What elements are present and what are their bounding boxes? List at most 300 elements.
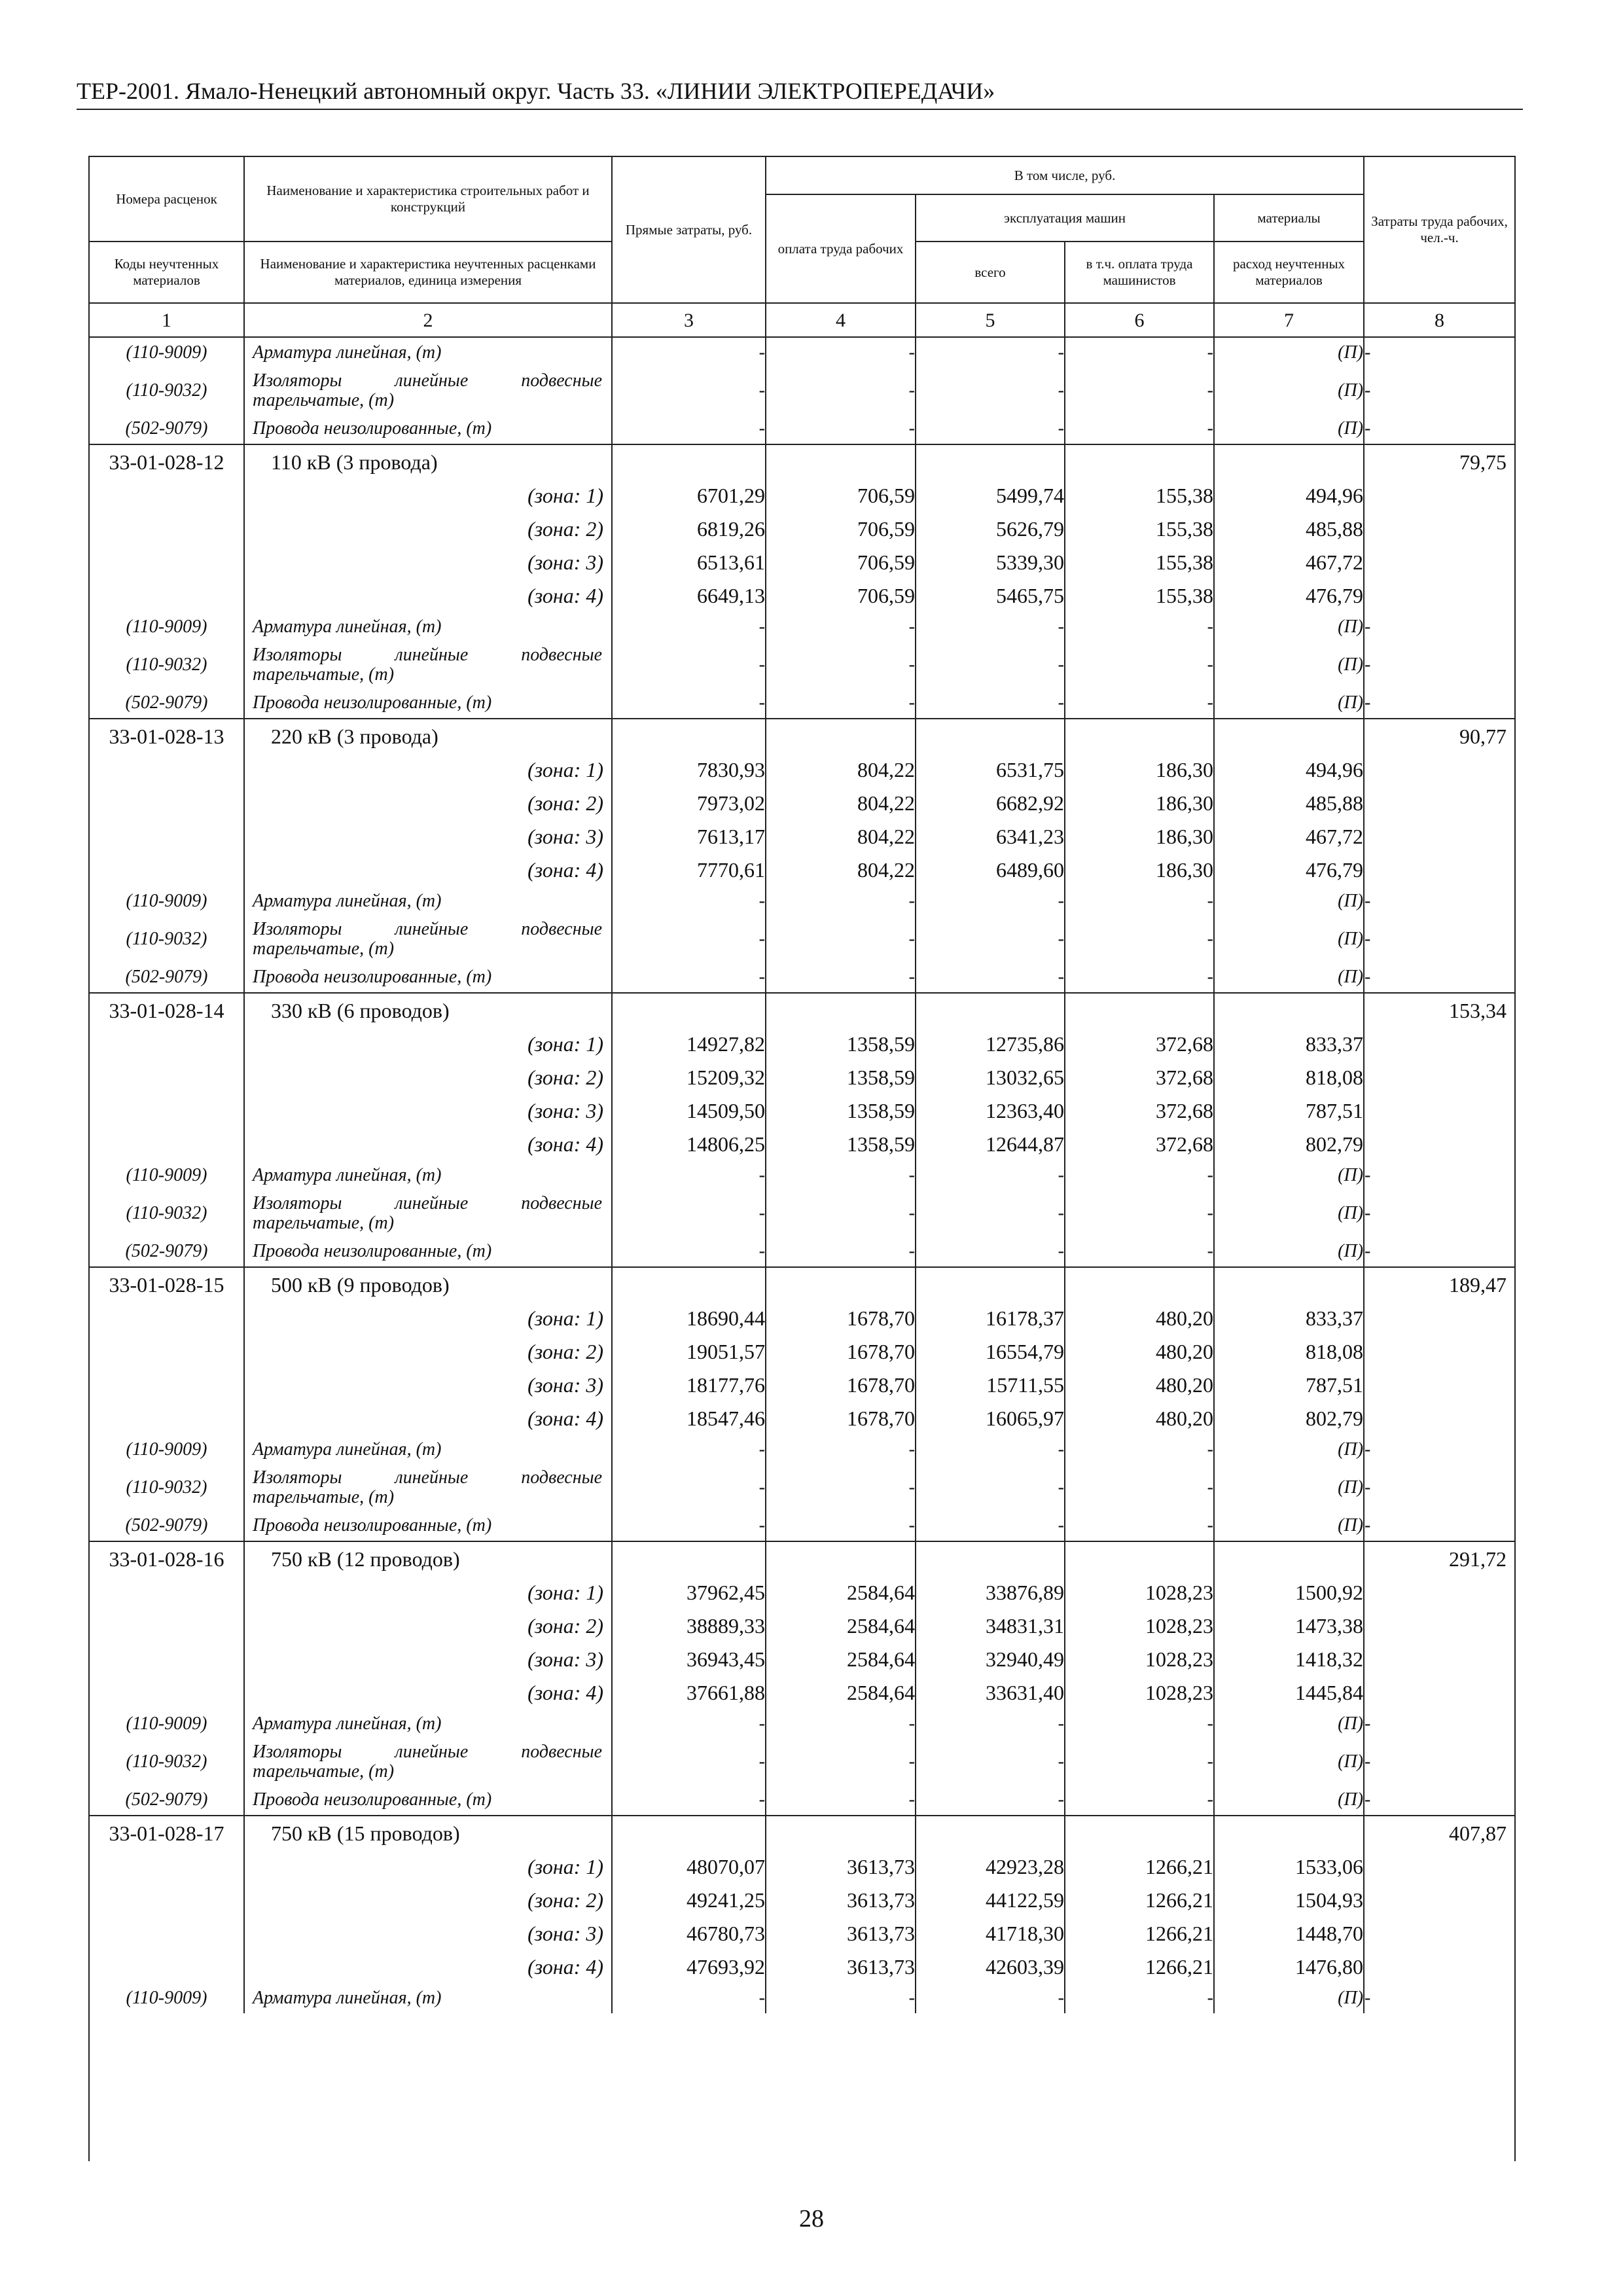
worker-pay-cell: 1678,70 xyxy=(766,1401,916,1435)
worker-pay-cell: 804,22 xyxy=(766,853,916,886)
labor-cost-cell: 90,77 xyxy=(1364,719,1514,753)
zone-row xyxy=(90,753,1514,786)
machinist-pay-cell: - xyxy=(1065,1236,1214,1267)
material-code: (502-9079) xyxy=(90,1236,244,1267)
material-usage-cell: (П) xyxy=(1214,1785,1364,1816)
empty-cell xyxy=(90,1850,244,1883)
header-worker-pay: оплата труда рабочих xyxy=(766,194,916,303)
zone-label: (зона: 4) xyxy=(244,579,612,612)
material-usage-cell: (П) xyxy=(1214,1739,1364,1785)
rate-name: 500 кВ (9 проводов) xyxy=(244,1267,612,1301)
empty-cell xyxy=(90,1609,244,1642)
material-usage-cell: (П) xyxy=(1214,962,1364,993)
empty-cell xyxy=(90,853,244,886)
machines-total-cell: 42603,39 xyxy=(916,1950,1065,1983)
empty-cell xyxy=(90,1401,244,1435)
zone-label: (зона: 1) xyxy=(244,1027,612,1060)
labor-cost-cell: - xyxy=(1364,418,1371,439)
material-row xyxy=(90,1511,1514,1541)
zone-row xyxy=(90,1127,1514,1160)
labor-cost-cell: 291,72 xyxy=(1364,1541,1514,1575)
materials-cost-cell: 494,96 xyxy=(1214,753,1364,786)
empty-cell xyxy=(90,1916,244,1950)
material-usage-cell: (П) xyxy=(1214,1983,1364,2013)
labor-cost-cell: - xyxy=(1364,617,1371,637)
machines-total-cell: - xyxy=(916,1785,1065,1816)
header-direct-costs: Прямые затраты, руб. xyxy=(612,157,766,303)
labor-cost-cell: - xyxy=(1364,1515,1371,1535)
empty-cell xyxy=(612,993,766,1027)
material-usage-cell: (П) xyxy=(1214,1236,1364,1267)
header-machines-total: всего xyxy=(916,242,1065,303)
zone-row xyxy=(90,1950,1514,1983)
empty-cell xyxy=(90,512,244,545)
rate-code: 33-01-028-12 xyxy=(90,444,244,478)
labor-cost-cell: - xyxy=(1364,1751,1371,1772)
rates-table xyxy=(90,157,1514,2013)
rate-item-row xyxy=(90,1816,1514,1850)
direct-cost-cell: 15209,32 xyxy=(612,1060,766,1094)
machinist-pay-cell: - xyxy=(1065,688,1214,719)
labor-cost-cell: - xyxy=(1364,1203,1371,1223)
labor-cost-cell: - xyxy=(1364,1439,1371,1460)
table-body xyxy=(90,337,1514,2013)
machines-total-cell: - xyxy=(916,886,1065,916)
labor-cost-cell: - xyxy=(1364,1477,1371,1498)
material-usage-cell: (П) xyxy=(1214,1465,1364,1511)
machinist-pay-cell: 155,38 xyxy=(1065,545,1214,579)
machines-total-cell: - xyxy=(916,1435,1065,1465)
material-usage-cell: (П) xyxy=(1214,642,1364,688)
empty-cell xyxy=(1364,1916,1514,1950)
empty-cell xyxy=(1364,819,1514,853)
header-material-codes: Коды неучтенных материалов xyxy=(90,242,244,303)
worker-pay-cell: 706,59 xyxy=(766,579,916,612)
machinist-pay-cell: 1266,21 xyxy=(1065,1950,1214,1983)
material-row xyxy=(90,1191,1514,1236)
rate-item-row xyxy=(90,1267,1514,1301)
empty-cell xyxy=(1065,1816,1214,1850)
material-code: (110-9032) xyxy=(90,642,244,688)
direct-cost-cell: 14509,50 xyxy=(612,1094,766,1127)
zone-row xyxy=(90,1883,1514,1916)
material-code: (110-9009) xyxy=(90,886,244,916)
empty-cell xyxy=(1214,444,1364,478)
machines-total-cell: 5465,75 xyxy=(916,579,1065,612)
material-usage-cell: (П) xyxy=(1214,1435,1364,1465)
machines-total-cell: 34831,31 xyxy=(916,1609,1065,1642)
empty-cell xyxy=(766,1541,916,1575)
material-name: Арматура линейная, (т) xyxy=(244,612,612,642)
materials-cost-cell: 802,79 xyxy=(1214,1401,1364,1435)
zone-label: (зона: 2) xyxy=(244,512,612,545)
machines-total-cell: 6489,60 xyxy=(916,853,1065,886)
page-number: 28 xyxy=(799,2205,824,2233)
machines-total-cell: 42923,28 xyxy=(916,1850,1065,1883)
labor-cost-cell: - xyxy=(1364,655,1371,675)
zone-label: (зона: 2) xyxy=(244,786,612,819)
machinist-pay-cell: - xyxy=(1065,1785,1214,1816)
empty-cell xyxy=(1214,1541,1364,1575)
empty-cell xyxy=(1364,786,1514,819)
material-row xyxy=(90,612,1514,642)
labor-cost-cell: 79,75 xyxy=(1364,444,1514,478)
material-row xyxy=(90,1435,1514,1465)
worker-pay-cell: - xyxy=(766,642,916,688)
empty-cell xyxy=(916,1541,1065,1575)
worker-pay-cell: 1358,59 xyxy=(766,1027,916,1060)
empty-cell xyxy=(90,1027,244,1060)
machines-total-cell: - xyxy=(916,688,1065,719)
empty-cell xyxy=(1364,1676,1514,1709)
material-name: Провода неизолированные, (т) xyxy=(244,1511,612,1541)
machinist-pay-cell: - xyxy=(1065,642,1214,688)
machinist-pay-cell: 372,68 xyxy=(1065,1094,1214,1127)
material-usage-cell: (П) xyxy=(1214,1160,1364,1191)
labor-cost-cell: - xyxy=(1364,967,1371,987)
material-code: (502-9079) xyxy=(90,688,244,719)
empty-cell xyxy=(1364,1609,1514,1642)
worker-pay-cell: - xyxy=(766,1465,916,1511)
machinist-pay-cell: - xyxy=(1065,612,1214,642)
material-row xyxy=(90,1465,1514,1511)
direct-cost-cell: - xyxy=(612,1160,766,1191)
machines-total-cell: - xyxy=(916,1983,1065,2013)
empty-cell xyxy=(916,993,1065,1027)
direct-cost-cell: - xyxy=(612,916,766,962)
header-materials: материалы xyxy=(1214,194,1364,242)
material-code: (110-9032) xyxy=(90,916,244,962)
table-header xyxy=(90,157,1514,337)
machinist-pay-cell: - xyxy=(1065,414,1214,444)
header-including: В том числе, руб. xyxy=(766,157,1364,194)
machinist-pay-cell: - xyxy=(1065,1465,1214,1511)
machinist-pay-cell: 155,38 xyxy=(1065,478,1214,512)
material-usage-cell: (П) xyxy=(1214,368,1364,414)
materials-cost-cell: 1445,84 xyxy=(1214,1676,1364,1709)
direct-cost-cell: 6819,26 xyxy=(612,512,766,545)
empty-cell xyxy=(1364,478,1514,512)
machines-total-cell: - xyxy=(916,414,1065,444)
zone-label: (зона: 2) xyxy=(244,1883,612,1916)
direct-cost-cell: - xyxy=(612,1511,766,1541)
direct-cost-cell: 7613,17 xyxy=(612,819,766,853)
header-machinist-pay: в т.ч. оплата труда машинистов xyxy=(1065,242,1214,303)
machinist-pay-cell: 186,30 xyxy=(1065,853,1214,886)
empty-cell xyxy=(90,1642,244,1676)
machines-total-cell: - xyxy=(916,962,1065,993)
direct-cost-cell: - xyxy=(612,1785,766,1816)
worker-pay-cell: - xyxy=(766,368,916,414)
material-row xyxy=(90,1785,1514,1816)
zone-label: (зона: 4) xyxy=(244,1950,612,1983)
empty-cell xyxy=(1364,853,1514,886)
empty-cell xyxy=(1364,1850,1514,1883)
worker-pay-cell: - xyxy=(766,1236,916,1267)
worker-pay-cell: - xyxy=(766,688,916,719)
empty-cell xyxy=(916,1267,1065,1301)
material-usage-cell: (П) xyxy=(1214,1511,1364,1541)
material-code: (110-9009) xyxy=(90,1160,244,1191)
worker-pay-cell: - xyxy=(766,337,916,368)
worker-pay-cell: - xyxy=(766,1983,916,2013)
direct-cost-cell: - xyxy=(612,1983,766,2013)
direct-cost-cell: - xyxy=(612,1465,766,1511)
machinist-pay-cell: - xyxy=(1065,337,1214,368)
materials-cost-cell: 467,72 xyxy=(1214,819,1364,853)
rate-code: 33-01-028-13 xyxy=(90,719,244,753)
header-rate-numbers: Номера расценок xyxy=(90,157,244,242)
machinist-pay-cell: - xyxy=(1065,1160,1214,1191)
machines-total-cell: - xyxy=(916,916,1065,962)
labor-cost-cell: 407,87 xyxy=(1364,1816,1514,1850)
direct-cost-cell: - xyxy=(612,1435,766,1465)
empty-cell xyxy=(1364,1401,1514,1435)
material-row xyxy=(90,688,1514,719)
empty-cell xyxy=(612,444,766,478)
zone-label: (зона: 1) xyxy=(244,753,612,786)
empty-cell xyxy=(1364,512,1514,545)
machines-total-cell: - xyxy=(916,1465,1065,1511)
direct-cost-cell: - xyxy=(612,962,766,993)
machines-total-cell: 12363,40 xyxy=(916,1094,1065,1127)
column-number: 4 xyxy=(766,303,916,337)
empty-cell xyxy=(1364,1368,1514,1401)
machinist-pay-cell: - xyxy=(1065,368,1214,414)
material-name: Изоляторы линейные подвесные тарельчатые, (т) xyxy=(244,916,612,962)
machinist-pay-cell: 1028,23 xyxy=(1065,1642,1214,1676)
materials-cost-cell: 1448,70 xyxy=(1214,1916,1364,1950)
labor-cost-cell: - xyxy=(1364,1713,1371,1734)
column-number: 6 xyxy=(1065,303,1214,337)
empty-cell xyxy=(90,478,244,512)
column-number: 3 xyxy=(612,303,766,337)
empty-cell xyxy=(90,1301,244,1335)
material-name: Арматура линейная, (т) xyxy=(244,1709,612,1739)
machines-total-cell: 15711,55 xyxy=(916,1368,1065,1401)
worker-pay-cell: 1678,70 xyxy=(766,1368,916,1401)
materials-cost-cell: 476,79 xyxy=(1214,853,1364,886)
material-name: Арматура линейная, (т) xyxy=(244,1160,612,1191)
rate-item-row xyxy=(90,719,1514,753)
materials-cost-cell: 833,37 xyxy=(1214,1027,1364,1060)
document-title: ТЕР-2001. Ямало-Ненецкий автономный округ. Часть 33. «ЛИНИИ ЭЛЕКТРОПЕРЕДАЧИ» xyxy=(77,78,995,104)
worker-pay-cell: - xyxy=(766,414,916,444)
machines-total-cell: - xyxy=(916,1191,1065,1236)
worker-pay-cell: 706,59 xyxy=(766,478,916,512)
machines-total-cell: - xyxy=(916,1511,1065,1541)
material-name: Арматура линейная, (т) xyxy=(244,1435,612,1465)
zone-row xyxy=(90,786,1514,819)
rate-name: 220 кВ (3 провода) xyxy=(244,719,612,753)
materials-cost-cell: 818,08 xyxy=(1214,1335,1364,1368)
empty-cell xyxy=(766,1267,916,1301)
machinist-pay-cell: 155,38 xyxy=(1065,579,1214,612)
material-name: Провода неизолированные, (т) xyxy=(244,1785,612,1816)
machines-total-cell: 16554,79 xyxy=(916,1335,1065,1368)
material-name: Провода неизолированные, (т) xyxy=(244,1236,612,1267)
machinist-pay-cell: - xyxy=(1065,1739,1214,1785)
zone-row xyxy=(90,512,1514,545)
machinist-pay-cell: - xyxy=(1065,916,1214,962)
labor-cost-cell: - xyxy=(1364,342,1371,363)
machinist-pay-cell: 1028,23 xyxy=(1065,1575,1214,1609)
worker-pay-cell: - xyxy=(766,1511,916,1541)
direct-cost-cell: 14927,82 xyxy=(612,1027,766,1060)
rates-table-container xyxy=(88,156,1516,2161)
machines-total-cell: - xyxy=(916,1739,1065,1785)
direct-cost-cell: 6513,61 xyxy=(612,545,766,579)
zone-row xyxy=(90,1575,1514,1609)
direct-cost-cell: - xyxy=(612,414,766,444)
material-name: Изоляторы линейные подвесные тарельчатые, (т) xyxy=(244,368,612,414)
empty-cell xyxy=(90,786,244,819)
zone-row xyxy=(90,1676,1514,1709)
empty-cell xyxy=(90,1368,244,1401)
worker-pay-cell: - xyxy=(766,1160,916,1191)
machinist-pay-cell: - xyxy=(1065,886,1214,916)
rate-name: 110 кВ (3 провода) xyxy=(244,444,612,478)
empty-cell xyxy=(1364,1027,1514,1060)
machinist-pay-cell: - xyxy=(1065,1983,1214,2013)
labor-cost-cell: 153,34 xyxy=(1364,993,1514,1027)
zone-row xyxy=(90,1916,1514,1950)
direct-cost-cell: - xyxy=(612,642,766,688)
zone-label: (зона: 4) xyxy=(244,1401,612,1435)
direct-cost-cell: 6649,13 xyxy=(612,579,766,612)
zone-row xyxy=(90,1094,1514,1127)
machinist-pay-cell: 155,38 xyxy=(1065,512,1214,545)
worker-pay-cell: - xyxy=(766,612,916,642)
machines-total-cell: 13032,65 xyxy=(916,1060,1065,1094)
material-code: (110-9009) xyxy=(90,1435,244,1465)
worker-pay-cell: 706,59 xyxy=(766,545,916,579)
machines-total-cell: 12644,87 xyxy=(916,1127,1065,1160)
material-row xyxy=(90,414,1514,444)
direct-cost-cell: 19051,57 xyxy=(612,1335,766,1368)
zone-row xyxy=(90,1335,1514,1368)
material-row xyxy=(90,1160,1514,1191)
zone-row xyxy=(90,579,1514,612)
machines-total-cell: 5339,30 xyxy=(916,545,1065,579)
empty-cell xyxy=(1364,579,1514,612)
empty-cell xyxy=(916,719,1065,753)
material-code: (110-9009) xyxy=(90,1709,244,1739)
zone-row xyxy=(90,1401,1514,1435)
zone-label: (зона: 1) xyxy=(244,1575,612,1609)
machines-total-cell: 5626,79 xyxy=(916,512,1065,545)
rate-item-row xyxy=(90,1541,1514,1575)
empty-cell xyxy=(612,1541,766,1575)
material-code: (110-9032) xyxy=(90,368,244,414)
material-usage-cell: (П) xyxy=(1214,886,1364,916)
material-code: (110-9009) xyxy=(90,337,244,368)
machinist-pay-cell: 1028,23 xyxy=(1065,1609,1214,1642)
worker-pay-cell: - xyxy=(766,1739,916,1785)
zone-label: (зона: 3) xyxy=(244,1916,612,1950)
worker-pay-cell: 3613,73 xyxy=(766,1883,916,1916)
empty-cell xyxy=(1214,1267,1364,1301)
material-usage-cell: (П) xyxy=(1214,916,1364,962)
machines-total-cell: - xyxy=(916,642,1065,688)
direct-cost-cell: 6701,29 xyxy=(612,478,766,512)
machinist-pay-cell: 372,68 xyxy=(1065,1060,1214,1094)
material-name: Арматура линейная, (т) xyxy=(244,1983,612,2013)
machinist-pay-cell: 480,20 xyxy=(1065,1301,1214,1335)
direct-cost-cell: 46780,73 xyxy=(612,1916,766,1950)
zone-label: (зона: 2) xyxy=(244,1609,612,1642)
empty-cell xyxy=(612,1816,766,1850)
machines-total-cell: 44122,59 xyxy=(916,1883,1065,1916)
machinist-pay-cell: - xyxy=(1065,962,1214,993)
rate-name: 330 кВ (6 проводов) xyxy=(244,993,612,1027)
rate-item-row xyxy=(90,993,1514,1027)
worker-pay-cell: 2584,64 xyxy=(766,1575,916,1609)
zone-label: (зона: 2) xyxy=(244,1060,612,1094)
empty-cell xyxy=(90,579,244,612)
header-machine-operation: эксплуатация машин xyxy=(916,194,1214,242)
machinist-pay-cell: 1266,21 xyxy=(1065,1916,1214,1950)
material-code: (502-9079) xyxy=(90,962,244,993)
direct-cost-cell: 7770,61 xyxy=(612,853,766,886)
empty-cell xyxy=(90,1575,244,1609)
materials-cost-cell: 1500,92 xyxy=(1214,1575,1364,1609)
worker-pay-cell: - xyxy=(766,1785,916,1816)
material-code: (502-9079) xyxy=(90,414,244,444)
empty-cell xyxy=(1364,545,1514,579)
worker-pay-cell: 804,22 xyxy=(766,819,916,853)
worker-pay-cell: - xyxy=(766,1435,916,1465)
zone-row xyxy=(90,1027,1514,1060)
machines-total-cell: - xyxy=(916,337,1065,368)
materials-cost-cell: 787,51 xyxy=(1214,1368,1364,1401)
material-row xyxy=(90,1236,1514,1267)
worker-pay-cell: - xyxy=(766,886,916,916)
material-row xyxy=(90,1709,1514,1739)
empty-cell xyxy=(90,545,244,579)
worker-pay-cell: 1358,59 xyxy=(766,1127,916,1160)
empty-cell xyxy=(1065,444,1214,478)
machinist-pay-cell: 480,20 xyxy=(1065,1401,1214,1435)
labor-cost-cell: - xyxy=(1364,1789,1371,1810)
zone-label: (зона: 3) xyxy=(244,1642,612,1676)
material-name: Арматура линейная, (т) xyxy=(244,886,612,916)
machines-total-cell: 6341,23 xyxy=(916,819,1065,853)
direct-cost-cell: 18177,76 xyxy=(612,1368,766,1401)
header-labor-costs: Затраты труда рабочих, чел.-ч. xyxy=(1364,157,1514,303)
machinist-pay-cell: 186,30 xyxy=(1065,753,1214,786)
direct-cost-cell: 37661,88 xyxy=(612,1676,766,1709)
materials-cost-cell: 485,88 xyxy=(1214,512,1364,545)
worker-pay-cell: 2584,64 xyxy=(766,1676,916,1709)
material-code: (502-9079) xyxy=(90,1511,244,1541)
zone-label: (зона: 4) xyxy=(244,853,612,886)
direct-cost-cell: - xyxy=(612,337,766,368)
material-code: (110-9032) xyxy=(90,1739,244,1785)
machines-total-cell: 33876,89 xyxy=(916,1575,1065,1609)
rate-code: 33-01-028-16 xyxy=(90,1541,244,1575)
labor-cost-cell: - xyxy=(1364,692,1371,713)
machinist-pay-cell: - xyxy=(1065,1511,1214,1541)
material-code: (110-9032) xyxy=(90,1465,244,1511)
worker-pay-cell: 804,22 xyxy=(766,786,916,819)
machines-total-cell: 12735,86 xyxy=(916,1027,1065,1060)
empty-cell xyxy=(90,1094,244,1127)
worker-pay-cell: - xyxy=(766,1191,916,1236)
machinist-pay-cell: 1028,23 xyxy=(1065,1676,1214,1709)
worker-pay-cell: - xyxy=(766,1709,916,1739)
worker-pay-cell: 1678,70 xyxy=(766,1335,916,1368)
